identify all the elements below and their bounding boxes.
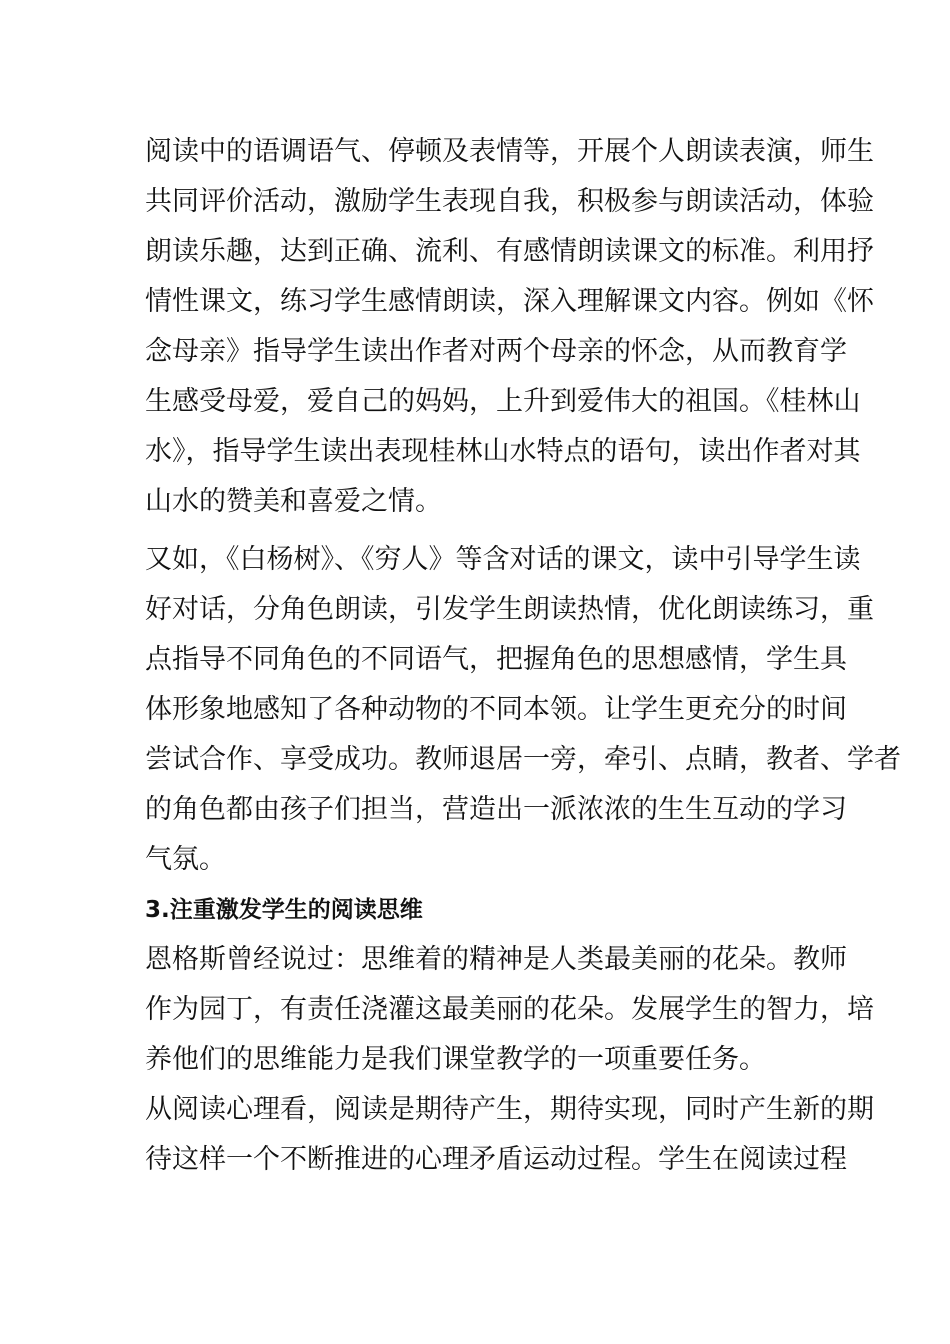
text-line: 又如，《白杨树》、《穷人》等含对话的课文，读中引导学生读: [145, 544, 861, 575]
text-line: 生感受母爱，爱自己的妈妈，上升到爱伟大的祖国。《桂林山: [145, 386, 861, 417]
paragraph-4: [145, 1085, 874, 1185]
paragraph-1: [145, 127, 874, 527]
paragraph-2: [145, 535, 901, 885]
paragraph-3: [145, 935, 874, 1085]
document-page: [145, 127, 901, 1185]
text-line: 水》，指导学生读出表现桂林山水特点的语句，读出作者对其: [145, 436, 861, 467]
text-line: 从阅读心理看，阅读是期待产生，期待实现，同时产生新的期: [145, 1094, 874, 1125]
text-line: 山水的赞美和喜爱之情。: [145, 486, 442, 517]
paragraph-spacer: [145, 527, 810, 535]
text-line: 的角色都由孩子们担当，营造出一派浓浓的生生互动的学习: [145, 794, 847, 825]
text-line: 作为园丁，有责任浇灌这最美丽的花朵。发展学生的智力，培: [145, 994, 874, 1025]
text-line: 待这样一个不断推进的心理矛盾运动过程。学生在阅读过程: [145, 1144, 847, 1175]
text-line: 共同评价活动，激励学生表现自我，积极参与朗读活动，体验: [145, 186, 874, 217]
section-heading: 3.注重激发学生的阅读思维: [145, 897, 423, 923]
text-line: 阅读中的语调语气、停顿及表情等，开展个人朗读表演，师生: [145, 136, 874, 167]
text-line: 点指导不同角色的不同语气，把握角色的思想感情，学生具: [145, 644, 847, 675]
text-line: 养他们的思维能力是我们课堂教学的一项重要任务。: [145, 1044, 766, 1075]
text-line: 恩格斯曾经说过：思维着的精神是人类最美丽的花朵。教师: [145, 944, 847, 975]
text-line: 朗读乐趣，达到正确、流利、有感情朗读课文的标准。利用抒: [145, 236, 874, 267]
text-line: 情性课文，练习学生感情朗读，深入理解课文内容。例如《怀: [145, 286, 874, 317]
text-line: 气氛。: [145, 844, 226, 875]
text-line: 好对话，分角色朗读，引发学生朗读热情，优化朗读练习，重: [145, 594, 874, 625]
text-line: 体形象地感知了各种动物的不同本领。让学生更充分的时间: [145, 694, 847, 725]
text-line: 念母亲》指导学生读出作者对两个母亲的怀念，从而教育学: [145, 336, 847, 367]
text-line: 尝试合作、享受成功。教师退居一旁，牵引、点睛，教者、学者: [145, 744, 901, 775]
